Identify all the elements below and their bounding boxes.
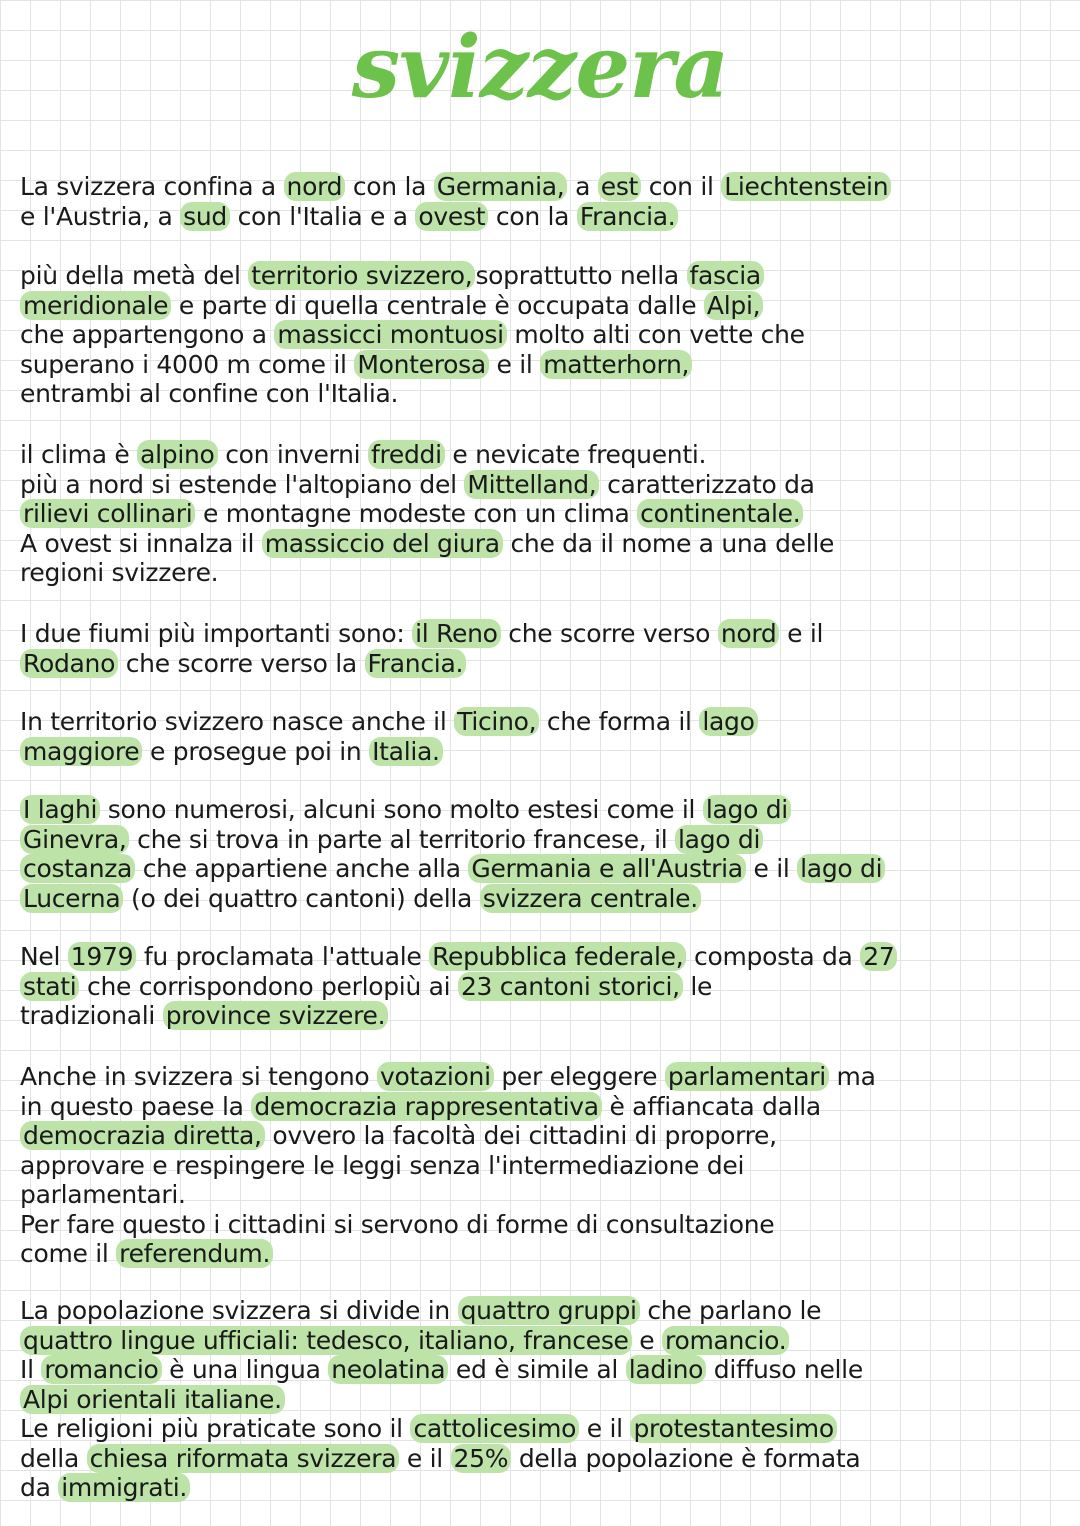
text-line xyxy=(20,707,758,737)
highlighted-term: democrazia rappresentativa xyxy=(251,1092,601,1121)
text-segment: fu proclamata l'attuale xyxy=(136,942,430,971)
text-segment: e il xyxy=(745,854,798,883)
paragraph xyxy=(20,1296,863,1503)
text-segment: è affiancata dalla xyxy=(601,1091,821,1121)
text-segment: superano i 4000 m come il xyxy=(20,349,355,379)
text-line xyxy=(20,499,834,529)
text-line xyxy=(20,649,823,679)
highlighted-term: cattolicesimo xyxy=(410,1414,579,1443)
text-segment: che appartiene anche alla xyxy=(135,854,469,883)
text-segment: e l'Austria, a xyxy=(20,201,181,231)
highlighted-term: Alpi orientali italiane. xyxy=(20,1385,285,1414)
text-line xyxy=(20,942,897,972)
text-segment: con il xyxy=(641,172,722,201)
text-line xyxy=(20,1414,863,1444)
highlighted-term: 27 xyxy=(860,942,897,971)
text-segment: come il xyxy=(20,1239,117,1268)
text-segment: ma xyxy=(828,1062,876,1091)
highlighted-term: Monterosa xyxy=(354,350,489,379)
highlighted-term: Germania, xyxy=(434,172,568,201)
paragraph xyxy=(20,707,758,766)
text-segment: è una lingua xyxy=(161,1355,329,1384)
highlighted-term: Lucerna xyxy=(20,884,123,913)
highlighted-term: neolatina xyxy=(328,1355,448,1384)
text-segment: e il xyxy=(579,1414,631,1443)
text-segment: soprattutto nella xyxy=(475,261,687,290)
highlighted-term: costanza xyxy=(20,854,135,883)
paragraph xyxy=(20,172,891,231)
highlighted-term: Italia. xyxy=(369,737,443,766)
text-line xyxy=(20,1210,876,1240)
text-segment: con la xyxy=(345,172,434,201)
highlighted-term: chiesa riformata svizzera xyxy=(87,1444,400,1473)
text-segment: con l'Italia e a xyxy=(229,201,416,231)
text-line xyxy=(20,291,805,321)
text-line xyxy=(20,1062,876,1092)
text-line xyxy=(20,1296,863,1326)
text-line xyxy=(20,1239,876,1269)
text-line xyxy=(20,1473,863,1503)
text-segment: che parlano le xyxy=(639,1296,822,1325)
text-line xyxy=(20,470,834,500)
highlighted-term: parlamentari xyxy=(665,1062,829,1091)
highlighted-term: rilievi collinari xyxy=(20,499,195,528)
highlighted-term: 1979 xyxy=(68,942,136,971)
text-segment: ovvero la facoltà dei cittadini di proporre, xyxy=(264,1121,777,1150)
text-segment: Anche in svizzera si tengono xyxy=(20,1062,378,1091)
text-line xyxy=(20,1385,863,1415)
highlighted-term: ovest xyxy=(415,202,488,231)
text-segment: che scorre verso la xyxy=(118,648,365,678)
highlighted-term: protestantesimo xyxy=(630,1414,836,1443)
text-segment: e il xyxy=(488,349,541,379)
text-line xyxy=(20,619,823,649)
highlighted-term: romancio xyxy=(41,1355,161,1384)
highlighted-term: votazioni xyxy=(377,1062,494,1091)
text-segment: approvare e respingere le leggi senza l'intermediazione dei xyxy=(20,1150,745,1180)
highlighted-term: nord xyxy=(718,619,780,648)
text-line xyxy=(20,202,891,232)
text-segment: sono numerosi, alcuni sono molto estesi come il xyxy=(100,795,703,824)
text-segment: della popolazione è formata xyxy=(511,1443,861,1473)
text-line xyxy=(20,854,885,884)
highlighted-term: il Reno xyxy=(412,619,501,648)
text-segment: Per fare questo i cittadini si servono di forme di consultazione xyxy=(20,1209,775,1239)
highlighted-term: stati xyxy=(20,972,79,1001)
text-segment: più della metà del xyxy=(20,261,249,290)
text-line xyxy=(20,1180,876,1210)
page-title: svizzera xyxy=(351,17,729,118)
highlighted-term: est xyxy=(598,172,641,201)
text-segment: con inverni xyxy=(217,440,368,469)
text-segment: e nevicate frequenti. xyxy=(444,440,707,469)
text-line xyxy=(20,1151,876,1181)
text-line xyxy=(20,1121,876,1151)
text-segment: La svizzera confina a xyxy=(20,172,284,201)
highlighted-term: 25% xyxy=(451,1444,512,1473)
highlighted-term: territorio svizzero, xyxy=(248,261,475,290)
text-segment: Le religioni più praticate sono il xyxy=(20,1414,411,1443)
text-segment: In territorio svizzero nasce anche il xyxy=(20,707,455,736)
text-segment: in questo paese la xyxy=(20,1091,252,1121)
text-line xyxy=(20,972,897,1002)
text-segment: più a nord si estende l'altopiano del xyxy=(20,469,465,499)
text-segment: composta da xyxy=(686,942,861,971)
text-line xyxy=(20,172,891,202)
text-line xyxy=(20,737,758,767)
text-segment: caratterizzato da xyxy=(599,469,815,499)
text-segment: e parte di quella centrale è occupata dalle xyxy=(171,290,704,320)
text-segment: il clima è xyxy=(20,440,138,469)
paragraph xyxy=(20,619,823,678)
text-segment: le xyxy=(682,971,713,1001)
highlighted-term: meridionale xyxy=(20,291,171,320)
highlighted-term: matterhorn, xyxy=(540,350,692,379)
text-segment: da xyxy=(20,1473,59,1502)
highlighted-term: quattro lingue ufficiali: tedesco, italiano, francese xyxy=(20,1326,632,1355)
highlighted-term: I laghi xyxy=(20,795,100,824)
text-segment: per eleggere xyxy=(493,1062,665,1091)
highlighted-term: freddi xyxy=(368,440,445,469)
highlighted-term: Germania e all'Austria xyxy=(468,854,745,883)
text-line xyxy=(20,440,834,470)
text-segment: tradizionali xyxy=(20,1001,163,1030)
text-segment: diffuso nelle xyxy=(706,1355,863,1384)
highlighted-term: Francia. xyxy=(577,202,679,231)
highlighted-term: Francia. xyxy=(365,649,467,678)
text-segment: Il xyxy=(20,1355,42,1384)
text-segment: che si trova in parte al territorio francese, il xyxy=(129,824,676,854)
text-segment: entrambi al confine con l'Italia. xyxy=(20,379,399,408)
highlighted-term: immigrati. xyxy=(58,1473,190,1502)
text-segment: ed è simile al xyxy=(448,1355,626,1384)
text-line xyxy=(20,320,805,350)
highlighted-term: nord xyxy=(284,172,346,201)
text-line xyxy=(20,1092,876,1122)
text-line xyxy=(20,529,834,559)
text-segment: con la xyxy=(488,201,577,231)
highlighted-term: referendum. xyxy=(116,1239,273,1268)
highlighted-term: Rodano xyxy=(20,649,118,678)
text-segment: che appartengono a xyxy=(20,320,275,349)
text-segment: e il xyxy=(779,619,824,648)
text-segment: a xyxy=(567,172,598,201)
paragraph xyxy=(20,261,805,409)
highlighted-term: lago di xyxy=(797,854,885,883)
highlighted-term: Repubblica federale, xyxy=(429,942,686,971)
text-line xyxy=(20,1355,863,1385)
text-line xyxy=(20,350,805,380)
text-line xyxy=(20,1001,897,1031)
text-line xyxy=(20,1326,863,1356)
text-segment: I due fiumi più importanti sono: xyxy=(20,619,413,648)
text-segment: e prosegue poi in xyxy=(142,736,370,766)
highlighted-term: ladino xyxy=(626,1355,706,1384)
highlighted-term: Alpi, xyxy=(704,291,763,320)
highlighted-term: massiccio del giura xyxy=(262,529,503,558)
highlighted-term: sud xyxy=(180,202,230,231)
text-segment: Nel xyxy=(20,942,68,971)
text-segment: e xyxy=(631,1325,663,1355)
highlighted-term: alpino xyxy=(137,440,217,469)
text-segment: molto alti con vette che xyxy=(506,320,805,349)
highlighted-term: democrazia diretta, xyxy=(20,1121,265,1150)
highlighted-term: maggiore xyxy=(20,737,142,766)
highlighted-term: 23 cantoni storici, xyxy=(458,972,683,1001)
text-segment: della xyxy=(20,1443,87,1473)
text-segment: La popolazione svizzera si divide in xyxy=(20,1296,458,1325)
text-segment: A ovest si innalza il xyxy=(20,528,262,558)
highlighted-term: Mittelland, xyxy=(464,470,599,499)
text-segment: che forma il xyxy=(539,707,700,736)
text-segment: e montagne modeste con un clima xyxy=(195,499,638,528)
text-segment: che da il nome a una delle xyxy=(502,528,835,558)
highlighted-term: province svizzere. xyxy=(163,1001,389,1030)
highlighted-term: fascia xyxy=(687,261,764,290)
highlighted-term: quattro gruppi xyxy=(458,1296,640,1325)
text-line xyxy=(20,379,805,409)
paragraph xyxy=(20,1062,876,1269)
highlighted-term: continentale. xyxy=(637,499,803,528)
paragraph xyxy=(20,942,897,1031)
text-line xyxy=(20,884,885,914)
highlighted-term: romancio. xyxy=(662,1326,789,1355)
highlighted-term: Ticino, xyxy=(454,707,539,736)
text-line xyxy=(20,825,885,855)
highlighted-term: massicci montuosi xyxy=(274,320,506,349)
text-segment: e il xyxy=(399,1443,451,1473)
text-line xyxy=(20,795,885,825)
text-line xyxy=(20,558,834,588)
text-line xyxy=(20,1444,863,1474)
paragraph xyxy=(20,795,885,913)
highlighted-term: svizzera centrale. xyxy=(480,884,701,913)
highlighted-term: Ginevra, xyxy=(20,825,129,854)
text-line xyxy=(20,261,805,291)
text-segment: (o dei quattro cantoni) della xyxy=(123,883,480,913)
text-segment: che scorre verso xyxy=(500,619,718,648)
text-segment: che corrispondono perlopiù ai xyxy=(79,971,458,1001)
text-segment: regioni svizzere. xyxy=(20,558,219,587)
paragraph xyxy=(20,440,834,588)
highlighted-term: lago di xyxy=(675,825,763,854)
text-segment: parlamentari. xyxy=(20,1180,186,1209)
highlighted-term: lago di xyxy=(703,795,791,824)
highlighted-term: Liechtenstein xyxy=(721,172,891,201)
highlighted-term: lago xyxy=(699,707,757,736)
